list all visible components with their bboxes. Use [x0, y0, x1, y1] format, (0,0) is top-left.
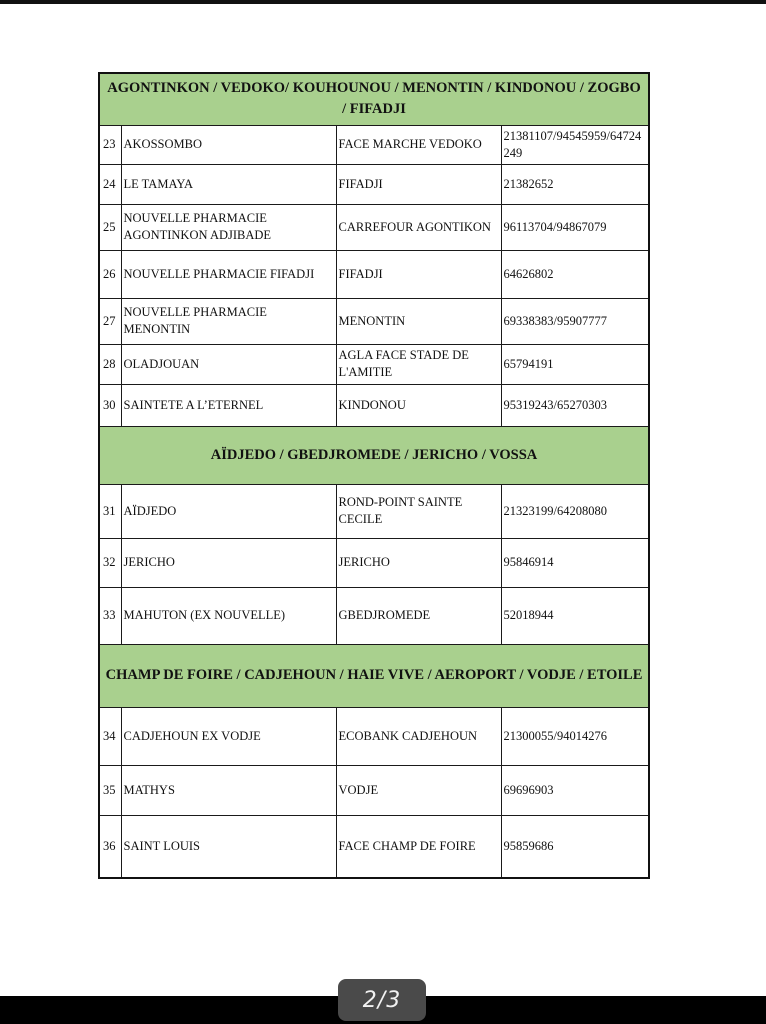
pharmacy-name: CADJEHOUN EX VODJE	[121, 707, 336, 765]
pharmacy-location: KINDONOU	[336, 384, 501, 426]
pharmacy-phone: 95846914	[501, 538, 649, 587]
pharmacy-phone: 21382652	[501, 164, 649, 204]
table-row	[99, 384, 649, 426]
section-header-row	[99, 73, 649, 125]
row-number: 30	[99, 384, 121, 426]
pharmacy-name: MAHUTON (EX NOUVELLE)	[121, 587, 336, 644]
pharmacy-name: OLADJOUAN	[121, 344, 336, 384]
table-row	[99, 587, 649, 644]
section-title: CHAMP DE FOIRE / CADJEHOUN / HAIE VIVE / AEROPORT / VODJE / ETOILE	[99, 644, 649, 707]
page-indicator[interactable]: 2/3	[338, 979, 426, 1021]
pharmacy-name: JERICHO	[121, 538, 336, 587]
pharmacy-name: MATHYS	[121, 765, 336, 815]
table-row	[99, 250, 649, 298]
pharmacy-phone: 52018944	[501, 587, 649, 644]
table-row	[99, 298, 649, 344]
pharmacy-name: LE TAMAYA	[121, 164, 336, 204]
pharmacy-name: NOUVELLE PHARMACIE MENONTIN	[121, 298, 336, 344]
row-number: 26	[99, 250, 121, 298]
pharmacy-phone: 96113704/94867079	[501, 204, 649, 250]
row-number: 33	[99, 587, 121, 644]
pharmacy-name: AÏDJEDO	[121, 484, 336, 538]
row-number: 27	[99, 298, 121, 344]
pharmacy-location: FACE CHAMP DE FOIRE	[336, 815, 501, 878]
row-number: 35	[99, 765, 121, 815]
section-title: AÏDJEDO / GBEDJROMEDE / JERICHO / VOSSA	[99, 426, 649, 484]
pharmacy-phone: 69696903	[501, 765, 649, 815]
pharmacy-location: ECOBANK CADJEHOUN	[336, 707, 501, 765]
row-number: 23	[99, 125, 121, 164]
pharmacy-location: VODJE	[336, 765, 501, 815]
table-row	[99, 484, 649, 538]
pharmacy-name: NOUVELLE PHARMACIE AGONTINKON ADJIBADE	[121, 204, 336, 250]
row-number: 32	[99, 538, 121, 587]
section-header-row	[99, 426, 649, 484]
pharmacy-table	[98, 72, 650, 879]
pharmacy-location: ROND-POINT SAINTE CECILE	[336, 484, 501, 538]
pharmacy-name: NOUVELLE PHARMACIE FIFADJI	[121, 250, 336, 298]
pharmacy-name: AKOSSOMBO	[121, 125, 336, 164]
table-row	[99, 125, 649, 164]
table-row	[99, 815, 649, 878]
table-row	[99, 344, 649, 384]
pharmacy-phone: 69338383/95907777	[501, 298, 649, 344]
row-number: 36	[99, 815, 121, 878]
pharmacy-phone: 21300055/94014276	[501, 707, 649, 765]
pharmacy-phone: 65794191	[501, 344, 649, 384]
pharmacy-phone: 95859686	[501, 815, 649, 878]
pharmacy-location: CARREFOUR AGONTIKON	[336, 204, 501, 250]
pharmacy-name: SAINTETE A L’ETERNEL	[121, 384, 336, 426]
table-row	[99, 164, 649, 204]
pharmacy-phone: 21323199/64208080	[501, 484, 649, 538]
pharmacy-location: MENONTIN	[336, 298, 501, 344]
pharmacy-phone: 21381107/94545959/64724249	[501, 125, 649, 164]
pharmacy-location: FIFADJI	[336, 164, 501, 204]
pharmacy-location: AGLA FACE STADE DE L'AMITIE	[336, 344, 501, 384]
pharmacy-location: JERICHO	[336, 538, 501, 587]
pharmacy-name: SAINT LOUIS	[121, 815, 336, 878]
table-row	[99, 765, 649, 815]
pharmacy-location: GBEDJROMEDE	[336, 587, 501, 644]
row-number: 28	[99, 344, 121, 384]
row-number: 24	[99, 164, 121, 204]
section-title: AGONTINKON / VEDOKO/ KOUHOUNOU / MENONTIN / KINDONOU / ZOGBO / FIFADJI	[99, 73, 649, 125]
section-header-row	[99, 644, 649, 707]
table-row	[99, 538, 649, 587]
table-row	[99, 707, 649, 765]
pharmacy-location: FIFADJI	[336, 250, 501, 298]
pharmacy-phone: 95319243/65270303	[501, 384, 649, 426]
table-row	[99, 204, 649, 250]
row-number: 34	[99, 707, 121, 765]
row-number: 31	[99, 484, 121, 538]
pharmacy-location: FACE MARCHE VEDOKO	[336, 125, 501, 164]
pharmacy-phone: 64626802	[501, 250, 649, 298]
row-number: 25	[99, 204, 121, 250]
